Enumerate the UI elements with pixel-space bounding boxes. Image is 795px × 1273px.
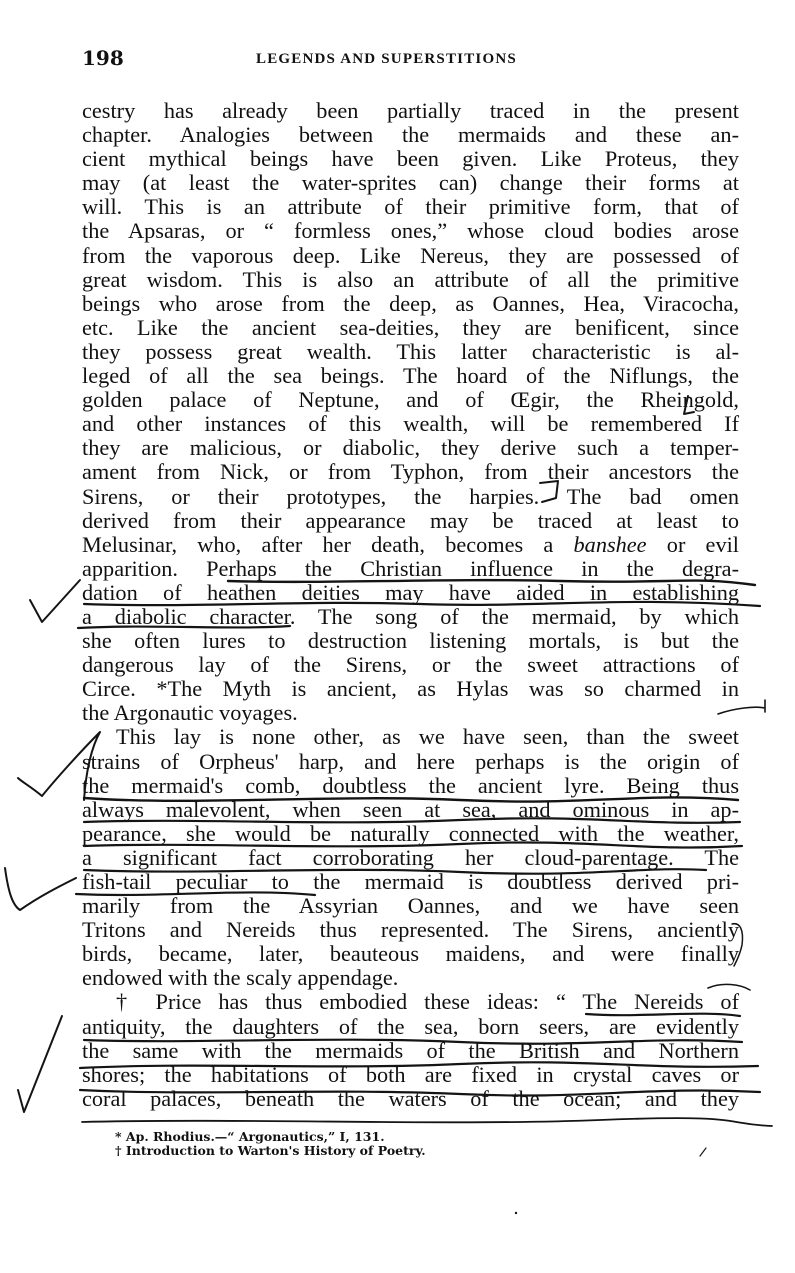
text-line: cient mythical beings have been given. Like Proteus, they [82, 146, 739, 172]
checkmark-icon [5, 868, 76, 910]
text-line: the same with the mermaids of the British and Northern [82, 1037, 739, 1063]
page-number: 198 [82, 46, 124, 70]
text-line: coral palaces, beneath the waters of the ocean; and they [82, 1085, 739, 1111]
text-line: golden palace of Neptune, and of Œgir, the Rheingold, [82, 387, 739, 413]
text-line: dation of heathen deities may have aided in establishing [82, 579, 739, 605]
text-line: great wisdom. This is also an attribute of all the primitive [82, 266, 739, 292]
text-line: cestry has already been partially traced in the present [82, 98, 739, 123]
text-line: they possess great wealth. This latter characteristic is al- [82, 338, 739, 364]
text-line: apparition. Perhaps the Christian influence in the degra- [82, 555, 739, 581]
text-line: strains of Orpheus' harp, and here perhaps is the origin of [82, 748, 739, 774]
text-line: fish-tail peculiar to the mermaid is doubtless derived pri- [82, 869, 739, 894]
text-line: a significant fact corroborating her cloud-parentage. The [82, 844, 739, 870]
text-line: always malevolent, when seen at sea, and ominous in ap- [82, 796, 739, 822]
body-text [82, 99, 739, 1111]
underline [82, 1118, 772, 1126]
text-line: etc. Like the ancient sea-deities, they are benificent, since [82, 314, 739, 340]
text-line: they are malicious, or diabolic, they derive such a temper- [82, 435, 739, 461]
text-line: and other instances of this wealth, will be remembered If [82, 411, 739, 437]
text-line: chapter. Analogies between the mermaids and these an- [82, 122, 739, 148]
checkmark-icon [30, 580, 80, 622]
text-line: derived from their appearance may be traced at least to [82, 507, 739, 533]
text-line: birds, became, later, beauteous maidens, and were finally [82, 941, 739, 967]
text-line: beings who arose from the deep, as Oannes, Hea, Viracocha, [82, 290, 739, 316]
footnote: * Ap. Rhodius.—“ Argonautics,” I, 131. [115, 1129, 385, 1144]
text-line: she often lures to destruction listening mortals, is but the [82, 628, 739, 654]
text-line: leged of all the sea beings. The hoard of the Niflungs, the [82, 363, 739, 389]
text-line: antiquity, the daughters of the sea, born seers, are evidently [82, 1013, 739, 1039]
checkmark-icon [18, 1016, 62, 1112]
text-line: Tritons and Nereids thus represented. The Sirens, anciently [82, 917, 739, 943]
text-segment: Melusinar, who, after her death, becomes a [82, 531, 554, 557]
text-line: ament from Nick, or from Typhon, from their ancestors the [82, 459, 739, 485]
paragraph-start-line: † Price has thus embodied these ideas: “ The Nereids of [116, 989, 739, 1015]
text-line: will. This is an attribute of their primitive form, that of [82, 194, 739, 220]
footnote: † Introduction to Warton's History of Poetry. [115, 1143, 426, 1158]
text-line: the Apsaras, or “ formless ones,” whose cloud bodies arose [82, 218, 739, 244]
text-line: marily from the Assyrian Oannes, and we have seen [82, 893, 739, 919]
text-line: Sirens, or their prototypes, the harpies. The bad omen [82, 483, 739, 509]
text-line: the mermaid's comb, doubtless the ancient lyre. Being thus [82, 772, 739, 798]
stray-mark [700, 1148, 706, 1156]
text-line: from the vaporous deep. Like Nereus, they are possessed of [82, 242, 739, 268]
text-line: a diabolic character. The song of the mermaid, by which [82, 603, 739, 629]
footnotes [115, 1130, 426, 1158]
text-line: shores; the habitations of both are fixed in crystal caves or [82, 1061, 739, 1087]
stray-dot [515, 1212, 517, 1214]
italic-word: banshee [573, 531, 647, 557]
text-segment: or evil [646, 531, 739, 557]
text-line: pearance, she would be naturally connected with the weather, [82, 820, 739, 846]
paragraph-start-line: This lay is none other, as we have seen, than the sweet [116, 724, 739, 750]
running-title: LEGENDS AND SUPERSTITIONS [256, 51, 517, 67]
text-line: dangerous lay of the Sirens, or the sweet attractions of [82, 652, 739, 678]
text-line: the Argonautic voyages. [82, 700, 298, 726]
text-line-with-italic [82, 533, 739, 557]
text-line: endowed with the scaly appendage. [82, 965, 399, 991]
text-line: Circe. *The Myth is ancient, as Hylas was so charmed in [82, 676, 739, 702]
text-line: may (at least the water-sprites can) change their forms at [82, 170, 739, 196]
